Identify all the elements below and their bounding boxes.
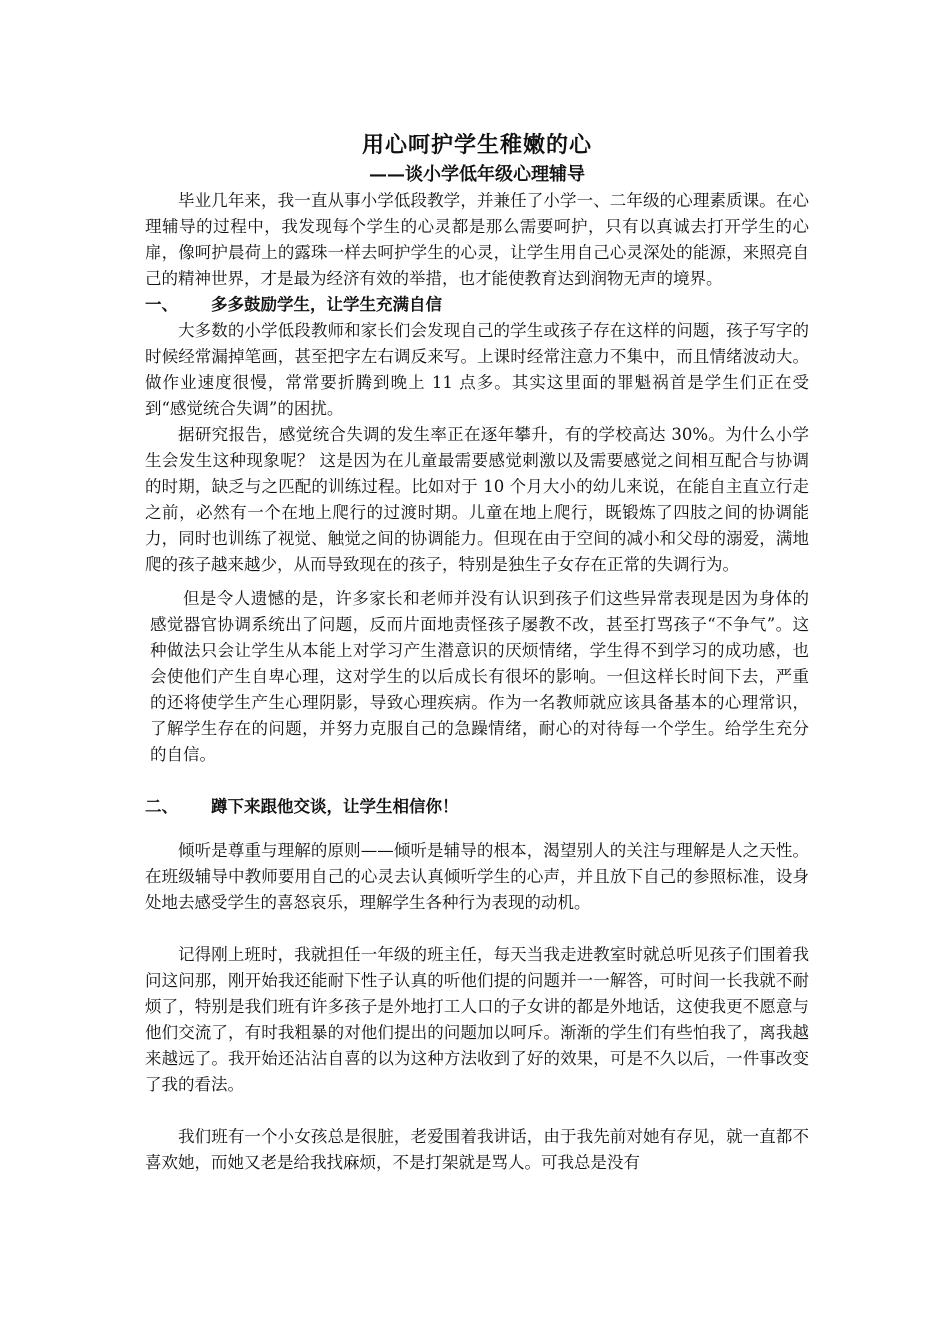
section-2-paragraph-3: 我们班有一个小女孩总是很脏，老爱围着我讲话，由于我先前对她有存见，就一直都不喜欢她，而她又老是给我找麻烦，不是打架就是骂人。可我总是没有 xyxy=(145,1127,809,1172)
document-page xyxy=(145,130,809,1176)
section-2-title: 蹲下来跟他交谈，让学生相信你！ xyxy=(211,797,459,816)
document-subtitle: ——谈小学低年级心理辅导 xyxy=(369,164,585,185)
section-1-paragraph-3: 但是令人遗憾的是，许多家长和老师并没有认识到孩子们这些异常表现是因为身体的感觉器官协调系统出了问题，反而片面地责怪孩子屡教不改，甚至打骂孩子“不争气”。这种做法只会让学生从本能上对学习产生潜意识的厌烦情绪，学生得不到学习的成功感，也会使他们产生自卑心理，这对学生的以后成长有很坏的影响。一但这样长时间下去，严重的还将使学生产生心理阴影，导致心理疾病。作为一名教师就应该具备基本的心理常识，了解学生存在的问题，并努力克服自己的急躁情绪，耐心的对待每一个学生。给学生充分的自信。 xyxy=(150,589,809,764)
section-1-paragraph-1: 大多数的小学低段教师和家长们会发现自己的学生或孩子存在这样的问题，孩子写字的时候经常漏掉笔画，甚至把字左右调反来写。上课时经常注意力不集中，而且情绪波动大。做作业速度很慢，常常要折腾到晚上 11 点多。其实这里面的罪魁祸首是学生们正在受到“感觉统合失调”的困扰。 xyxy=(145,321,809,418)
section-1-number: 一、 xyxy=(145,295,178,314)
section-2-heading xyxy=(145,794,809,820)
section-2-paragraph-1: 倾听是尊重与理解的原则——倾听是辅导的根本，渴望别人的关注与理解是人之天性。在班级辅导中教师要用自己的心灵去认真倾听学生的心声，并且放下自己的参照标准，设身处地去感受学生的喜怒哀乐，理解学生各种行为表现的动机。 xyxy=(145,841,809,912)
section-1-paragraph-3-block xyxy=(145,586,809,768)
section-1-title: 多多鼓励学生，让学生充满自信 xyxy=(211,295,442,314)
section-1-heading xyxy=(145,292,809,318)
document-title: 用心呵护学生稚嫩的心 xyxy=(361,132,592,158)
section-2-paragraph-2: 记得刚上班时，我就担任一年级的班主任，每天当我走进教室时就总听见孩子们围着我问这问那，刚开始我还能耐下性子认真的听他们提的问题并一一解答，可时间一长我就不耐烦了，特别是我们班有许多孩子是外地打工人口的子女讲的都是外地话，这使我更不愿意与他们交流了，有时我粗暴的对他们提出的问题加以呵斥。渐渐的学生们有些怕我了，离我越来越远了。我开始还沾沾自喜的以为这种方法收到了好的效果，可是不久以后，一件事改变了我的看法。 xyxy=(145,945,809,1094)
intro-paragraph: 毕业几年来，我一直从事小学低段教学，并兼任了小学一、二年级的心理素质课。在心理辅导的过程中，我发现每个学生的心灵都是那么需要呵护，只有以真诚去打开学生的心扉，像呵护晨荷上的露珠一样去呵护学生的心灵，让学生用自己心灵深处的能源，来照亮自己的精神世界，才是最为经济有效的举措，也才能使教育达到润物无声的境界。 xyxy=(145,191,809,288)
section-1-paragraph-2: 据研究报告，感觉统合失调的发生率正在逐年攀升，有的学校高达 30%。为什么小学生会发生这种现象呢？ 这是因为在儿童最需要感觉刺激以及需要感觉之间相互配合与协调的时期，缺乏与之匹配的训练过程。比如对于 10 个月大小的幼儿来说，在能自主直立行走之前，必然有一个在地上爬行的过渡时期。儿童在地上爬行，既锻炼了四肢之间的协调能力，同时也训练了视觉、触觉之间的协调能力。但现在由于空间的减小和父母的溺爱，满地爬的孩子越来越少，从而导致现在的孩子，特别是独生子女存在正常的失调行为。 xyxy=(145,425,809,574)
section-2-number: 二、 xyxy=(145,797,178,816)
